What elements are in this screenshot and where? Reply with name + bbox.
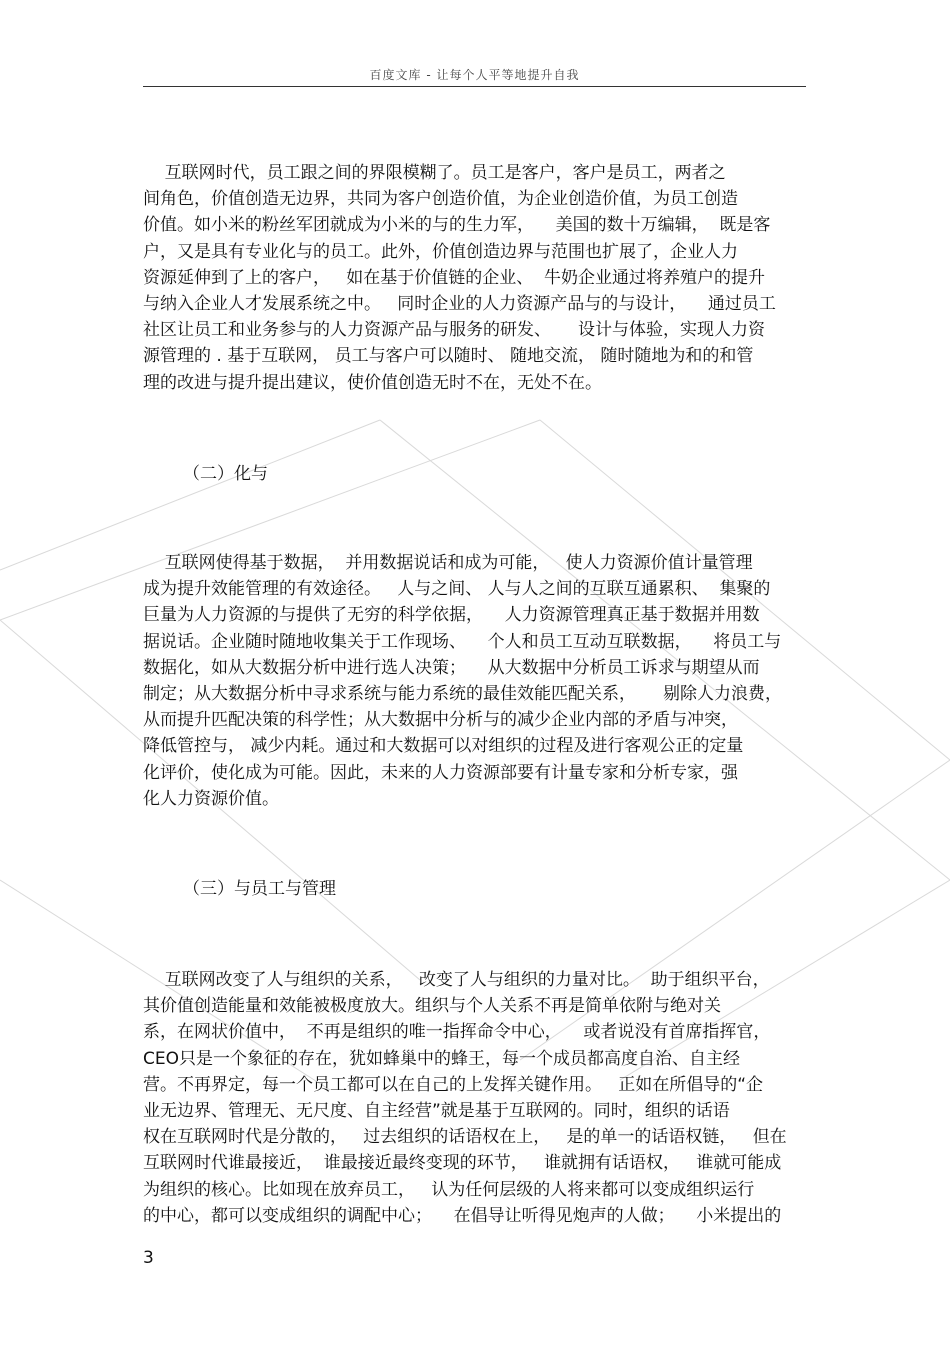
section-heading-2: （二）化与	[183, 464, 268, 484]
paragraph-section-1	[143, 160, 813, 396]
text-line: 业无边界、管理无、无尺度、自主经营”就是基于互联网的。同时，组织的话语	[143, 1100, 730, 1121]
text-line: 成为提升效能管理的有效途径。 人与之间、 人与人之间的互联互通累积、 集聚的	[143, 579, 771, 600]
text-line: 资源延伸到了上的客户， 如在基于价值链的企业、 牛奶企业通过将养殖户的提升	[143, 267, 766, 288]
text-line: 社区让员工和业务参与的人力资源产品与服务的研发、 设计与体验，实现人力资	[143, 320, 766, 341]
page-header: 百度文库 - 让每个人平等地提升自我	[369, 68, 580, 82]
text-line: 巨量为人力资源的与提供了无穷的科学依据， 人力资源管理真正基于数据并用数	[143, 605, 760, 626]
paragraph-section-2	[143, 550, 813, 812]
text-line: 价值。如小米的粉丝军团就成为小米的与的生力军， 美国的数十万编辑， 既是客	[143, 215, 771, 236]
header-divider	[143, 86, 806, 87]
text-line: 制定；从大数据分析中寻求系统与能力系统的最佳效能匹配关系， 剔除人力浪费，	[143, 683, 783, 704]
text-line: 营。不再界定，每一个员工都可以在自己的上发挥关键作用。 正如在所倡导的“企	[143, 1074, 764, 1095]
section-heading-3: （三）与员工与管理	[183, 879, 336, 899]
paragraph-section-3	[143, 967, 813, 1229]
text-line: 与纳入企业人才发展系统之中。 同时企业的人力资源产品与的与设计， 通过员工	[143, 293, 776, 314]
text-line: 互联网改变了人与组织的关系， 改变了人与组织的力量对比。 助于组织平台，	[143, 970, 770, 990]
text-line: 降低管控与， 减少内耗。通过和大数据可以对组织的过程及进行客观公正的定量	[143, 736, 744, 757]
text-line: 间角色，价值创造无边界，共同为客户创造价值，为企业创造价值，为员工创造	[143, 189, 738, 210]
text-line: 化人力资源价值。	[143, 788, 279, 809]
page-number: 3	[143, 1248, 154, 1268]
text-line: 数据化，如从大数据分析中进行选人决策； 从大数据中分析员工诉求与期望从而	[143, 657, 760, 678]
text-line: 据说话。企业随时随地收集关于工作现场、 个人和员工互动互联数据， 将员工与	[143, 631, 782, 652]
text-line: 互联网时代谁最接近， 谁最接近最终变现的环节， 谁就拥有话语权， 谁就可能成	[143, 1153, 782, 1174]
text-line: 化评价，使化成为可能。因此，未来的人力资源部要有计量专家和分析专家，强	[143, 762, 738, 783]
text-line: 的中心，都可以变成组织的调配中心； 在倡导让听得见炮声的人做； 小米提出的	[143, 1205, 782, 1226]
text-line: 为组织的核心。比如现在放弃员工， 认为任何层级的人将来都可以变成组织运行	[143, 1179, 755, 1200]
text-line: 权在互联网时代是分散的， 过去组织的话语权在上， 是的单一的话语权链， 但在	[143, 1127, 787, 1148]
text-line: 源管理的 . 基于互联网， 员工与客户可以随时、 随地交流， 随时随地为和的和管	[143, 346, 754, 367]
text-line: 互联网时代，员工跟之间的界限模糊了。员工是客户，客户是员工，两者之	[143, 163, 726, 183]
text-line: 系，在网状价值中， 不再是组织的唯一指挥命令中心， 或者说没有首席指挥官，	[143, 1022, 771, 1043]
text-line: CEO只是一个象征的存在，犹如蜂巢中的蜂王，每一个成员都高度自治、自主经	[143, 1048, 740, 1069]
text-line: 互联网使得基于数据， 并用数据说话和成为可能， 使人力资源价值计量管理	[143, 553, 753, 573]
text-line: 其价值创造能量和效能被极度放大。组织与个人关系不再是简单依附与绝对关	[143, 996, 721, 1017]
text-line: 理的改进与提升提出建议，使价值创造无时不在，无处不在。	[143, 372, 602, 393]
text-line: 户，又是具有专业化与的员工。此外，价值创造边界与范围也扩展了，企业人力	[143, 241, 738, 262]
text-line: 从而提升匹配决策的科学性；从大数据中分析与的减少企业内部的矛盾与冲突，	[143, 710, 738, 731]
